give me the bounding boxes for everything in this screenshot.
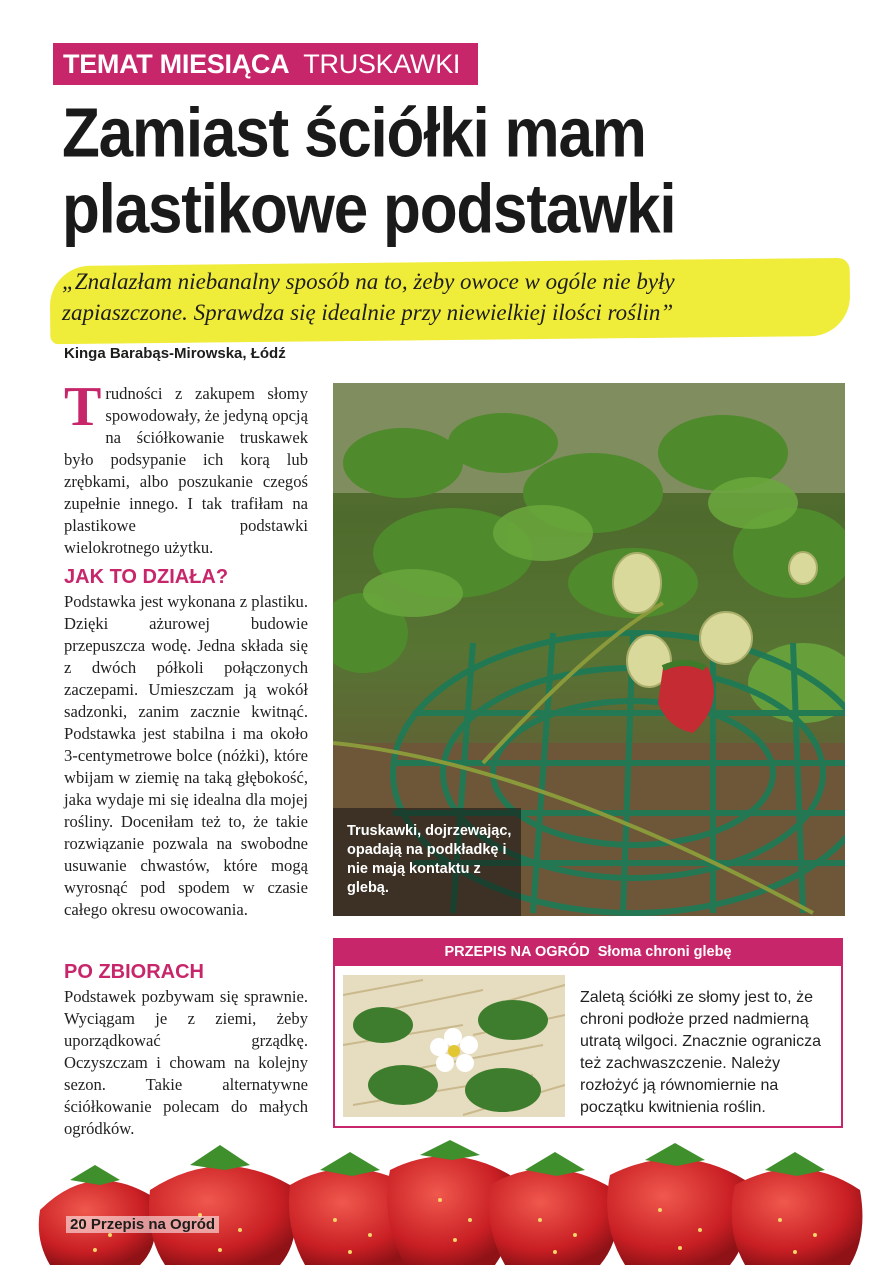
recipe-label: PRZEPIS NA OGRÓD (444, 944, 590, 960)
drop-cap: T (64, 376, 102, 438)
page-title (62, 96, 862, 248)
page-number: 20 (70, 1216, 87, 1233)
recipe-header (333, 938, 843, 966)
page-folio (66, 1216, 219, 1233)
straw-mulch-photo (343, 975, 565, 1117)
strawberries-illustration (0, 1140, 884, 1265)
intro-paragraph (64, 376, 308, 559)
section-body-after-harvest: Podstawek pozbywam się sprawnie. Wyciągam je z ziemi, żeby uporządkować grządkę. Oczyszczam i chowam na kolejny sezon. Takie alternatywne ściółkowanie polecam do małych ogródków. (64, 987, 308, 1138)
recipe-text: Zaletą ściółki ze słomy jest to, że chroni podłoże przed nadmierną utratą wilgoci. Znacznie ogranicza też zachwaszczenie. Należy rozłożyć ją równomiernie na początku kwitnienia roślin. (580, 989, 822, 1116)
section-heading-how-it-works: JAK TO DZIAŁA? (64, 566, 229, 588)
lead-quote (62, 266, 852, 328)
straw-flower-illustration (343, 975, 565, 1117)
recipe-title: Słoma chroni glebę (597, 944, 732, 960)
magazine-name: Przepis na Ogród (90, 1216, 216, 1233)
photo-caption: Truskawki, dojrzewając, opadają na podkładkę i nie mają kontaktu z glebą. (347, 823, 512, 896)
section-topic: TRUSKAWKI (303, 48, 461, 79)
headline-line-2: plastikowe podstawki (62, 171, 676, 249)
lead-line-2: zapiaszczone. Sprawdza się idealnie przy niewielkiej ilości roślin” (62, 300, 674, 325)
lead-line-1: „Znalazłam niebanalny sposób na to, żeby owoce w ogóle nie były (62, 269, 675, 294)
section-label: TEMAT MIESIĄCA (63, 48, 290, 79)
strawberries-footer-image (0, 1140, 884, 1265)
section-band (53, 43, 478, 85)
intro-text: rudności z zakupem słomy spowodowały, że jedyną opcją na ściółkowanie truskawek było podsypanie ich korą lub zrębkami, albo poszukanie czegoś zupełnie innego. I tak trafiłam na plastikowe podstawki wielokrotnego użytku. (64, 384, 308, 557)
author-byline: Kinga Barabąs-Mirowska, Łódź (64, 345, 286, 362)
section-heading-after-harvest: PO ZBIORACH (64, 961, 204, 983)
section-body-how-it-works: Podstawka jest wykonana z plastiku. Dzięki ażurowej budowie przepuszcza wodę. Jedna składa się z dwóch półkoli połączonych zaczepami. Umieszczam ją wokół sadzonki, zanim zacznie kwitnąć. Podstawka jest stabilna i ma około 3-centymetrowe bolce (nóżki), które wbijam w ziemię na taką głębokość, jaka wydaje mi się idealna dla mojej rośliny. Doceniłam też to, że takie rozwiązanie pozwala na swobodne usuwanie chwastów, które mogą wyrosnąć pod spodem w czasie całego okresu owocowania. (64, 592, 308, 919)
headline-line-1: Zamiast ściółki mam (62, 94, 646, 173)
